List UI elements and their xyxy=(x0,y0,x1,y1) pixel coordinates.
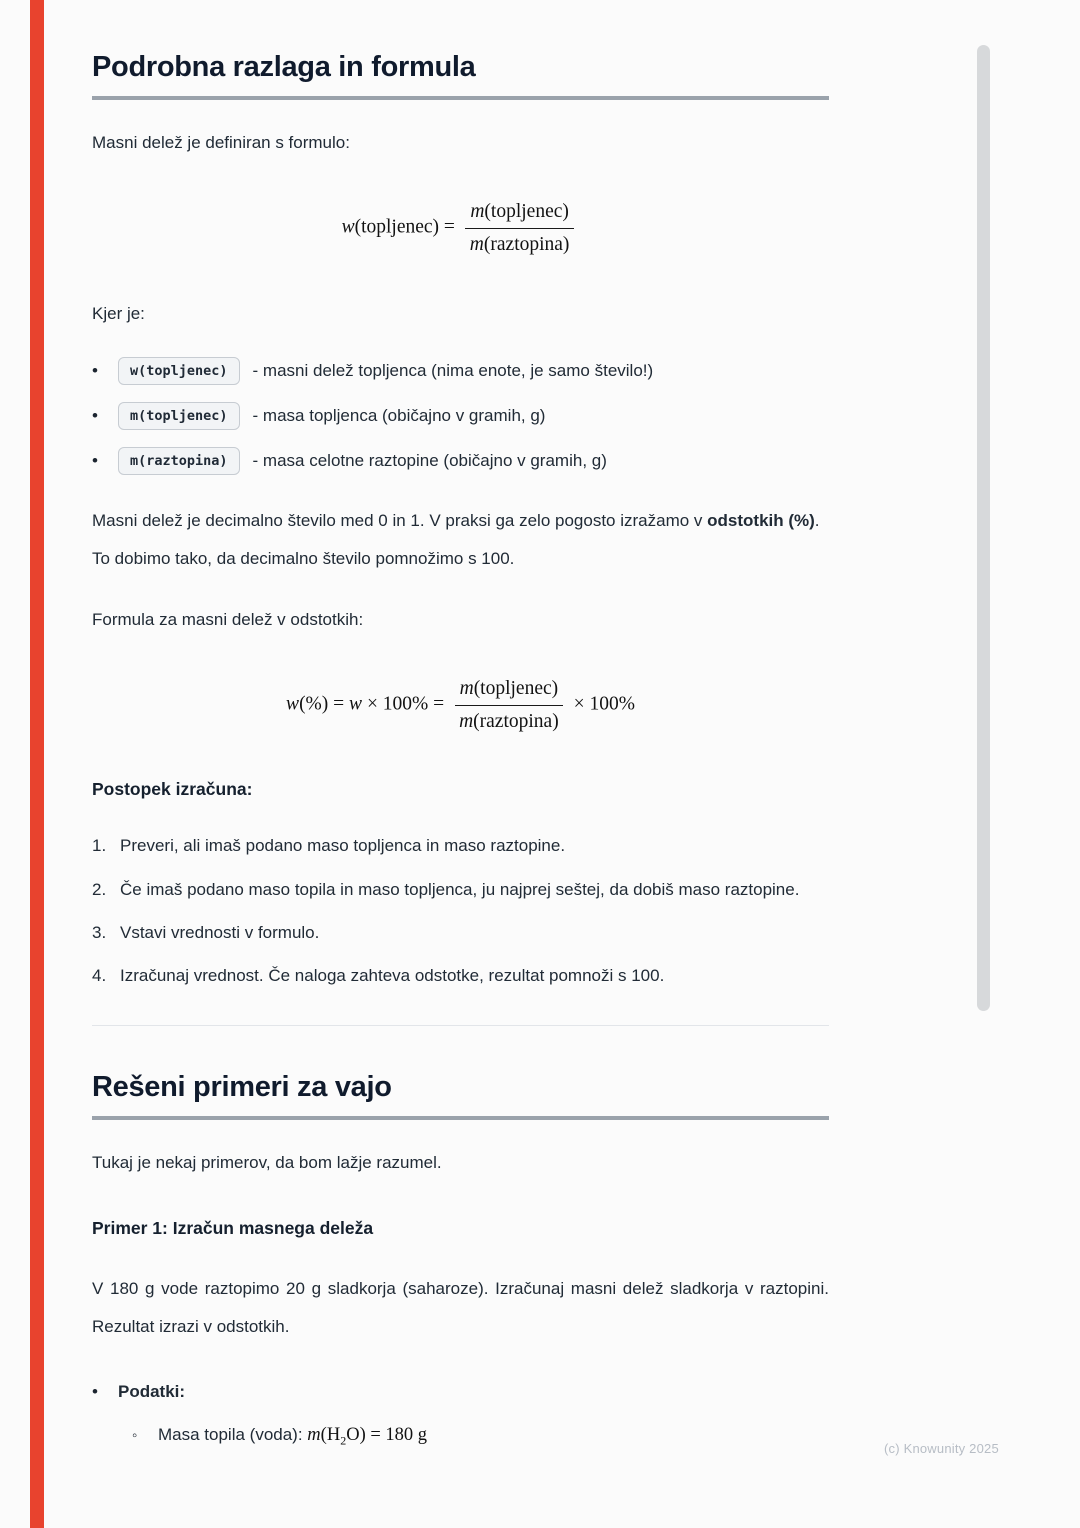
bullet-icon: • xyxy=(92,406,98,426)
section-divider xyxy=(92,1025,829,1027)
data-item-text xyxy=(158,1415,427,1456)
math-var: m xyxy=(307,1424,321,1445)
step-number: 4. xyxy=(92,966,107,986)
procedure-title: Postopek izračuna: xyxy=(92,779,253,800)
fraction-numerator xyxy=(465,199,574,228)
data-list xyxy=(92,1373,829,1410)
math-text: (topljenec) xyxy=(354,216,440,238)
bullet-icon: • xyxy=(92,451,98,471)
math-equals: = xyxy=(328,693,350,715)
step-item xyxy=(92,957,829,994)
definition-item xyxy=(92,444,829,478)
example1-title: Primer 1: Izračun masnega deleža xyxy=(92,1218,374,1239)
document-content xyxy=(92,50,829,1455)
math-var: w xyxy=(349,693,363,715)
math-expression xyxy=(307,1424,428,1448)
step-number: 2. xyxy=(92,879,107,899)
math-text: (raztopina) xyxy=(483,233,570,255)
step-item xyxy=(92,914,829,951)
section-title: Podrobna razlaga in formula xyxy=(92,51,476,83)
section-title: Rešeni primeri za vajo xyxy=(92,1071,392,1104)
bullet-icon: • xyxy=(92,1382,98,1402)
procedure-steps xyxy=(92,827,829,995)
range-text-bold: odstotkih (%) xyxy=(707,511,815,531)
math-text: (%) xyxy=(299,693,329,715)
page-accent-bar xyxy=(30,0,44,1528)
math-subscript: 2 xyxy=(340,1433,347,1448)
intro-paragraph: Masni delež je definiran s formulo: xyxy=(92,132,350,152)
where-label: Kjer je: xyxy=(92,303,145,323)
step-item xyxy=(92,827,829,864)
heading-rule xyxy=(92,1116,829,1120)
fraction-denominator xyxy=(465,229,575,257)
math-text: (topljenec) xyxy=(484,201,569,223)
math-text: × 100% xyxy=(568,693,635,715)
data-item-label: Masa topila (voda): xyxy=(158,1424,308,1444)
examples-intro-paragraph: Tukaj je nekaj primerov, da bom lažje razumel. xyxy=(92,1152,442,1172)
data-sublist xyxy=(92,1415,829,1456)
formula-mass-fraction-percent xyxy=(92,676,829,734)
section-solved-examples xyxy=(92,1070,829,1455)
fraction xyxy=(454,676,564,734)
math-var: w xyxy=(341,216,355,238)
fraction xyxy=(465,199,575,257)
formula-mass-fraction xyxy=(92,199,829,257)
data-list-header xyxy=(92,1373,829,1410)
data-label: Podatki: xyxy=(118,1382,186,1402)
code-term: m(topljenec) xyxy=(118,402,240,430)
step-number: 1. xyxy=(92,836,107,856)
percent-intro-paragraph: Formula za masni delež v odstotkih: xyxy=(92,610,364,630)
math-var: m xyxy=(469,233,484,255)
section-formula-explanation xyxy=(92,50,829,1026)
math-var: w xyxy=(286,693,300,715)
range-text-2: . To dobimo tako, da decimalno število pomnožimo s 100. xyxy=(92,511,820,568)
step-number: 3. xyxy=(92,922,107,942)
definition-item xyxy=(92,354,829,388)
definition-text: - masa celotne raztopine (običajno v gramih, g) xyxy=(252,451,607,471)
math-text: × 100% = xyxy=(362,693,450,715)
scrollbar-thumb[interactable] xyxy=(977,45,990,1011)
heading-rule xyxy=(92,96,829,100)
math-text: (H xyxy=(320,1424,341,1445)
definition-text: - masni delež topljenca (nima enote, je samo število!) xyxy=(252,361,654,381)
fraction-denominator xyxy=(454,706,564,734)
math-text: (topljenec) xyxy=(473,678,559,700)
fraction-numerator xyxy=(455,676,564,705)
step-text: Vstavi vrednosti v formulo. xyxy=(120,922,320,942)
bullet-icon: • xyxy=(92,361,98,381)
definition-item xyxy=(92,399,829,433)
math-var: m xyxy=(470,201,485,223)
code-term: w(topljenec) xyxy=(118,357,240,385)
data-item xyxy=(132,1415,829,1456)
step-text: Če imaš podano maso topila in maso topljenca, ju najprej seštej, da dobiš maso raztopine. xyxy=(120,879,800,899)
definition-text: - masa topljenca (običajno v gramih, g) xyxy=(252,406,546,426)
step-text: Preveri, ali imaš podano maso topljenca in maso raztopine. xyxy=(120,836,566,856)
circle-bullet-icon: ◦ xyxy=(132,1426,138,1444)
code-term: m(raztopina) xyxy=(118,447,240,475)
math-text: (raztopina) xyxy=(473,710,559,732)
range-paragraph xyxy=(92,502,829,577)
range-text-1: Masni delež je decimalno število med 0 in 1. V praksi ga zelo pogosto izražamo v xyxy=(92,511,708,531)
example1-text: V 180 g vode raztopimo 20 g sladkorja (saharoze). Izračunaj masni delež sladkorja v raztopini. Rezultat izrazi v odstotkih. xyxy=(92,1279,829,1336)
definitions-list xyxy=(92,354,829,478)
math-var: m xyxy=(459,678,474,700)
watermark-text: (c) Knowunity 2025 xyxy=(884,1441,999,1456)
math-var: m xyxy=(459,710,474,732)
math-text: O) = 180 g xyxy=(346,1424,428,1445)
math-equals: = xyxy=(439,216,460,238)
step-item xyxy=(92,871,829,908)
step-text: Izračunaj vrednost. Če naloga zahteva odstotke, rezultat pomnoži s 100. xyxy=(120,966,665,986)
